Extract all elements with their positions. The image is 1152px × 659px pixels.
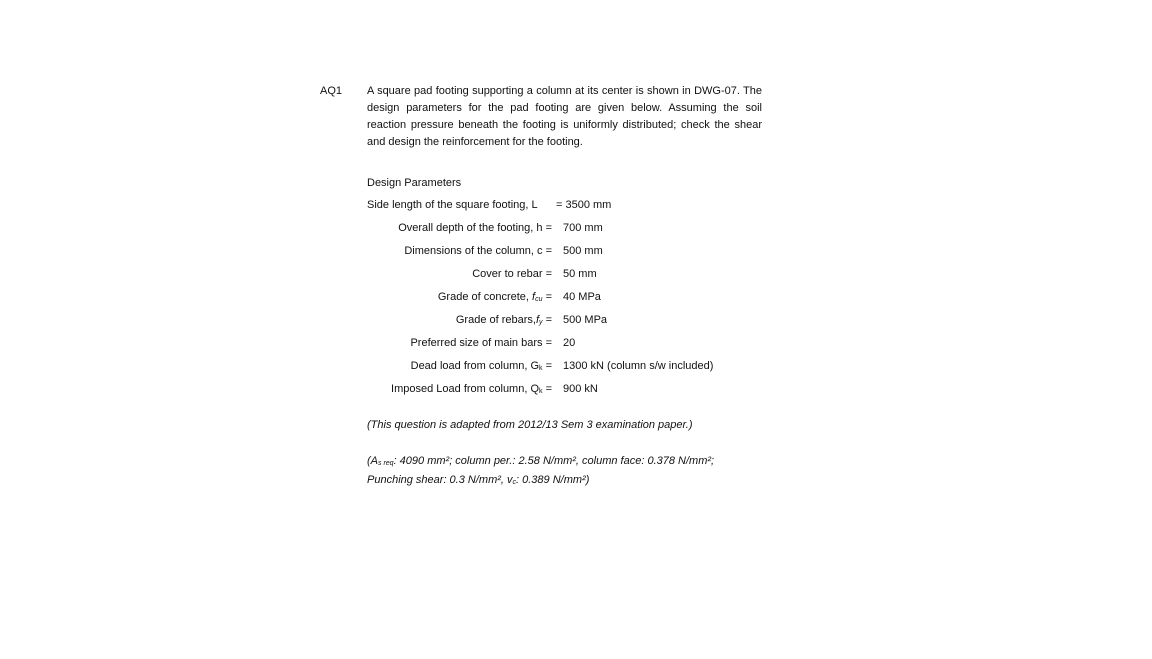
answers-line-2: Punching shear: 0.3 N/mm², vc: 0.389 N/mm²)	[367, 474, 590, 486]
source-note: (This question is adapted from 2012/13 Sem 3 examination paper.)	[367, 419, 693, 431]
design-parameters-heading: Design Parameters	[367, 177, 462, 189]
param-value-cover: 50 mm	[563, 268, 597, 280]
param-row-depth	[367, 222, 667, 236]
param-row-imposed-load	[367, 383, 667, 397]
param-row-column	[367, 245, 667, 259]
param-value-concrete: 40 MPa	[563, 291, 601, 303]
answers-line-1: (As req: 4090 mm²; column per.: 2.58 N/mm², column face: 0.378 N/mm²;	[367, 455, 715, 467]
param-label-imposed-load: Imposed Load from column, Qk =	[391, 383, 552, 395]
param-value-side-length: = 3500 mm	[556, 199, 612, 211]
param-row-bar-size	[367, 337, 667, 351]
param-value-bar-size: 20	[563, 337, 576, 349]
param-value-column: 500 mm	[563, 245, 603, 257]
answers-block	[367, 453, 714, 491]
param-label-rebar: Grade of rebars,fy =	[455, 314, 552, 326]
param-label-concrete: Grade of concrete, fcu =	[437, 291, 552, 303]
param-row-rebar	[367, 314, 667, 328]
question-intro: A square pad footing supporting a column at its center is shown in DWG-07. The design parameters for the pad footing are given below. Assuming the soil reaction pressure beneath the footing is uniformly distributed; check the shear and design the reinforcement for the footing.	[367, 85, 762, 148]
param-row-dead-load	[367, 360, 767, 374]
param-label-side-length: Side length of the square footing, L	[367, 199, 538, 211]
param-value-rebar: 500 MPa	[563, 314, 608, 326]
param-label-bar-size: Preferred size of main bars =	[410, 337, 552, 349]
param-label-cover: Cover to rebar =	[472, 268, 552, 280]
question-number: AQ1	[320, 85, 343, 97]
param-value-depth: 700 mm	[563, 222, 603, 234]
param-row-cover	[367, 268, 667, 282]
param-label-depth: Overall depth of the footing, h =	[398, 222, 552, 234]
param-value-dead-load: 1300 kN (column s/w included)	[563, 360, 714, 372]
param-label-column: Dimensions of the column, c =	[404, 245, 552, 257]
param-row-concrete	[367, 291, 667, 305]
param-row-side-length	[367, 199, 667, 213]
param-value-imposed-load: 900 kN	[563, 383, 598, 395]
param-label-dead-load: Dead load from column, Gk =	[410, 360, 552, 372]
